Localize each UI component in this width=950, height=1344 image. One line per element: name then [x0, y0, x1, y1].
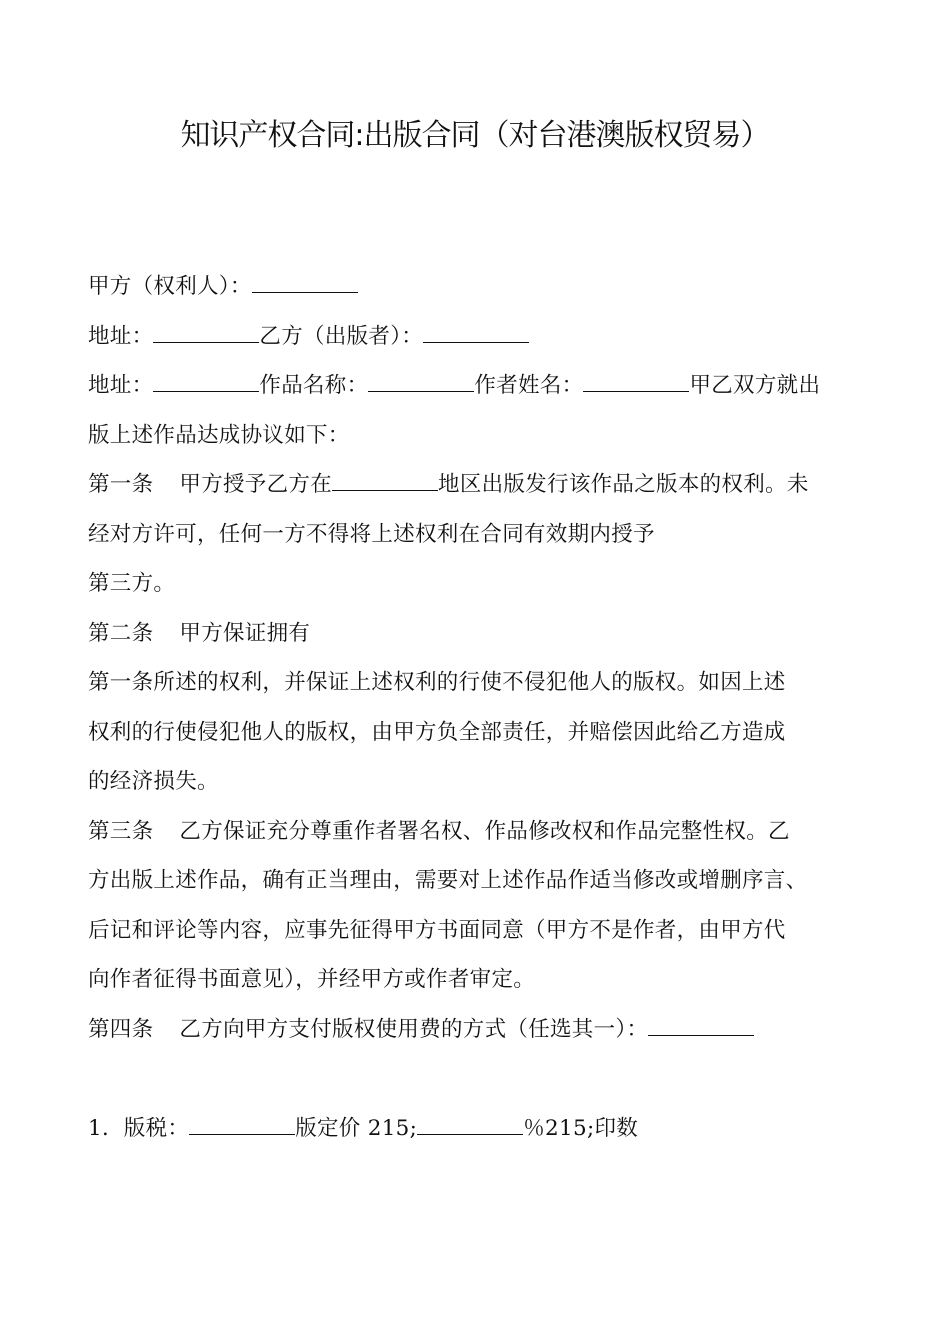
paragraph-line: 版上述作品达成协议如下： — [88, 422, 350, 448]
party-b-blank — [423, 324, 529, 343]
author-name-blank — [583, 373, 689, 392]
party-a-blank — [252, 274, 358, 293]
paragraph-line: 方出版上述作品，确有正当理由，需要对上述作品作适当修改或增删序言、 — [88, 868, 808, 893]
region-blank — [332, 472, 438, 491]
work-title-blank — [368, 373, 474, 392]
document-body — [88, 262, 888, 1154]
paragraph-line: 后记和评论等内容，应事先征得甲方书面同意（甲方不是作者，由甲方代 — [88, 917, 786, 943]
article-2-line: 第二条 甲方保证拥有 — [88, 620, 311, 646]
paragraph-line: 第三方。 — [88, 571, 176, 596]
party-a-line: 甲方（权利人）： — [88, 262, 888, 312]
royalty-blank — [189, 1116, 295, 1135]
paragraph-line: 第一条所述的权利，并保证上述权利的行使不侵犯他人的版权。如因上述 — [88, 670, 786, 695]
payment-method-blank — [648, 1017, 754, 1036]
document-title: 知识产权合同:出版合同（对台港澳版权贸易） — [180, 118, 770, 153]
paragraph-line: 的经济损失。 — [88, 769, 219, 794]
address-party-b-line: 地址： 乙方（出版者）： — [88, 312, 888, 362]
paragraph-line: 向作者征得书面意见），并经甲方或作者审定。 — [88, 967, 536, 992]
royalty-line: 1．版税： 版定价 215; ％215;印数 — [88, 1116, 639, 1141]
percent-blank — [417, 1116, 523, 1135]
article-4-line: 第四条 乙方向甲方支付版权使用费的方式（任选其一）： — [88, 1005, 888, 1055]
article-1-line: 第一条 甲方授予乙方在 地区出版发行该作品之版本的权利。未 — [88, 472, 809, 497]
paragraph-line: 权利的行使侵犯他人的版权，由甲方负全部责任，并赔偿因此给乙方造成 — [88, 719, 786, 745]
paragraph-line: 经对方许可，任何一方不得将上述权利在合同有效期内授予 — [88, 521, 655, 547]
address-blank — [153, 373, 259, 392]
address-blank — [153, 324, 259, 343]
address-work-author-line: 地址： 作品名称： 作者姓名： 甲乙双方就出 — [88, 373, 821, 398]
article-3-line: 第三条 乙方保证充分尊重作者署名权、作品修改权和作品完整性权。乙 — [88, 818, 790, 844]
